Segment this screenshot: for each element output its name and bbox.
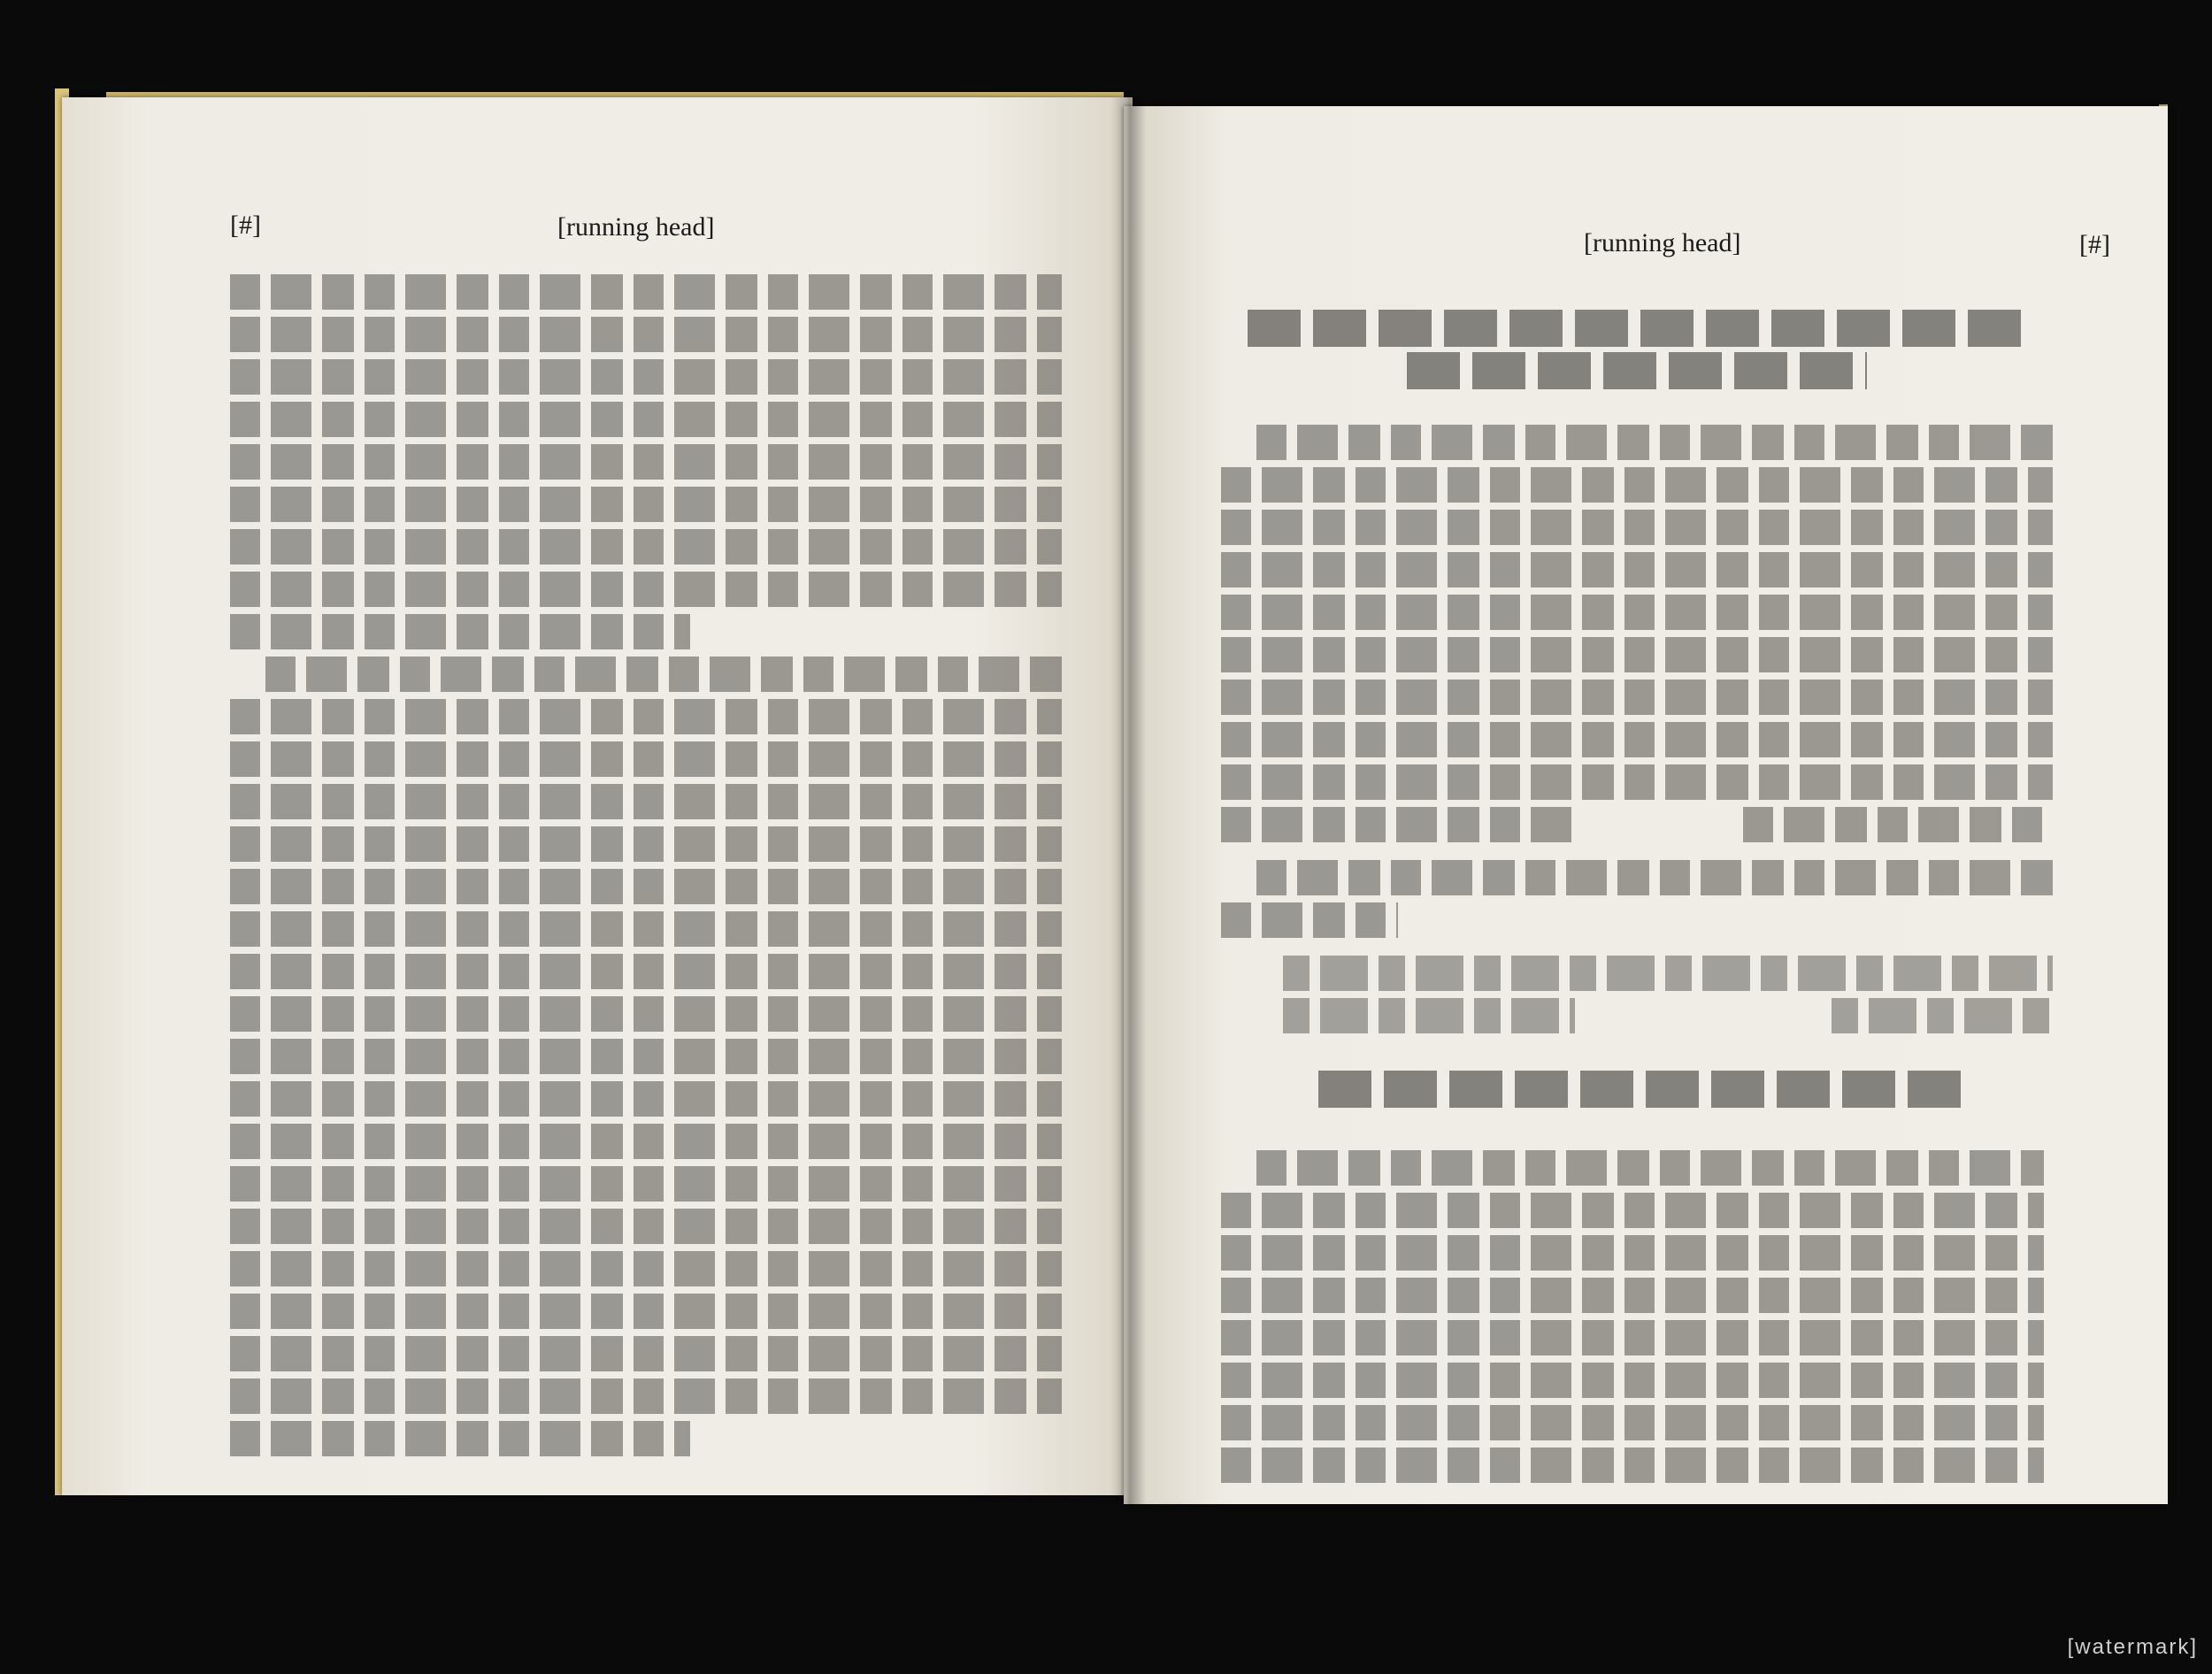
left-text-line (230, 1294, 1062, 1329)
section-heading-1-line-1 (1248, 310, 2026, 347)
left-text-line (230, 996, 1062, 1032)
left-text-line (230, 1081, 1062, 1117)
left-text-line (230, 1378, 1062, 1414)
left-text-line (230, 741, 1062, 777)
right-text-line (1221, 1278, 2044, 1313)
right-text-line (1256, 425, 2053, 460)
left-text-line (230, 317, 1062, 352)
right-text-line (1221, 902, 1398, 938)
right-quote-line (1283, 956, 2053, 991)
left-page-number: [#] (230, 211, 261, 240)
left-text-line (230, 1251, 1062, 1286)
right-running-head: [running head] (1584, 228, 1741, 257)
left-text-line (265, 657, 1062, 692)
right-text-line (1221, 595, 2053, 630)
right-text-line (1221, 637, 2053, 672)
left-text-line (230, 487, 1062, 522)
right-page (1124, 106, 2168, 1504)
right-text-line (1221, 1405, 2044, 1440)
right-text-line (1221, 680, 2053, 715)
left-text-line (230, 1209, 1062, 1244)
right-text-line (1221, 1363, 2044, 1398)
right-quote-citation (1832, 998, 2053, 1033)
left-text-line (230, 1166, 1062, 1202)
right-text-line (1256, 1150, 2044, 1186)
right-text-line (1256, 860, 2053, 895)
left-text-line (230, 402, 1062, 437)
right-citation (1743, 807, 2053, 842)
left-text-line (230, 359, 1062, 395)
left-text-line (230, 529, 1062, 564)
right-text-line (1221, 764, 2053, 800)
left-text-line (230, 699, 1062, 734)
left-text-line (230, 1336, 1062, 1371)
left-text-line (230, 784, 1062, 819)
right-page-number: [#] (2079, 230, 2110, 259)
right-quote-line (1283, 998, 1575, 1033)
right-text-line (1221, 1447, 2044, 1483)
left-text-line (230, 1039, 1062, 1074)
left-text-line (230, 274, 1062, 310)
left-text-line (230, 614, 690, 649)
left-text-line (230, 1421, 690, 1456)
right-text-line (1221, 1320, 2044, 1355)
section-heading-2 (1318, 1071, 1973, 1108)
section-heading-1-line-2 (1407, 352, 1867, 389)
right-text-line (1221, 467, 2053, 503)
left-text-line (230, 444, 1062, 480)
left-text-line (230, 954, 1062, 989)
right-text-line (1221, 722, 2053, 757)
left-text-line (230, 1124, 1062, 1159)
left-text-line (230, 911, 1062, 947)
left-page (62, 97, 1133, 1495)
left-text-line (230, 826, 1062, 862)
book-gutter (1110, 97, 1146, 1504)
right-text-line (1221, 807, 1575, 842)
watermark-logo: [watermark] (2067, 1635, 2198, 1659)
right-text-line (1221, 510, 2053, 545)
left-text-line (230, 572, 1062, 607)
left-running-head: [running head] (557, 212, 715, 242)
right-text-line (1221, 552, 2053, 587)
left-text-line (230, 869, 1062, 904)
right-text-line (1221, 1235, 2044, 1271)
right-text-line (1221, 1193, 2044, 1228)
